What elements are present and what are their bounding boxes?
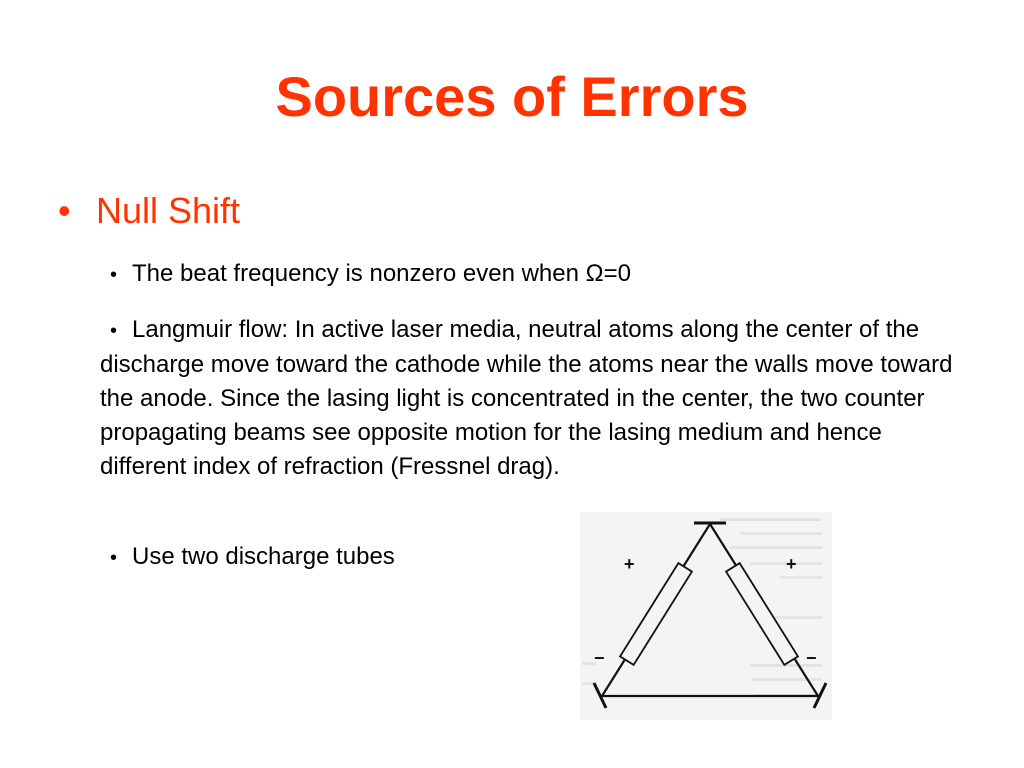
minus-right-label: −	[806, 648, 817, 668]
triangle-legs	[602, 524, 818, 696]
bullet-null-shift	[58, 190, 240, 232]
sub-item-langmuir-flow	[100, 313, 960, 484]
sub-item-beat-frequency	[100, 257, 960, 292]
plus-left-label: +	[624, 554, 635, 574]
discharge-tubes	[620, 563, 798, 665]
sub-bullet-marker: •	[110, 547, 118, 569]
sub-bullet-marker: •	[110, 264, 118, 286]
triangle-cavity-drawing	[580, 512, 832, 720]
sub-item-text: The beat frequency is nonzero even when Ω=0	[132, 260, 631, 287]
minus-left-label: −	[594, 648, 605, 668]
bullet-label: Null Shift	[96, 190, 241, 231]
sub-item-text: Use two discharge tubes	[132, 543, 395, 570]
bullet-marker: •	[58, 190, 71, 231]
sub-bullet-marker: •	[110, 320, 118, 342]
plus-right-label: +	[786, 554, 797, 574]
sub-item-text: Langmuir flow: In active laser media, neutral atoms along the center of the discharge move toward the cathode while the atoms near the walls move toward the anode. Since the lasing light is concentrated in the center, the two counter propagating beams see opposite motion for the lasing medium and hence different index of refraction (Fressnel drag).	[100, 316, 953, 480]
left-discharge-tube	[620, 563, 692, 665]
slide-title: Sources of Errors	[275, 65, 749, 128]
ring-laser-diagram	[580, 512, 832, 720]
